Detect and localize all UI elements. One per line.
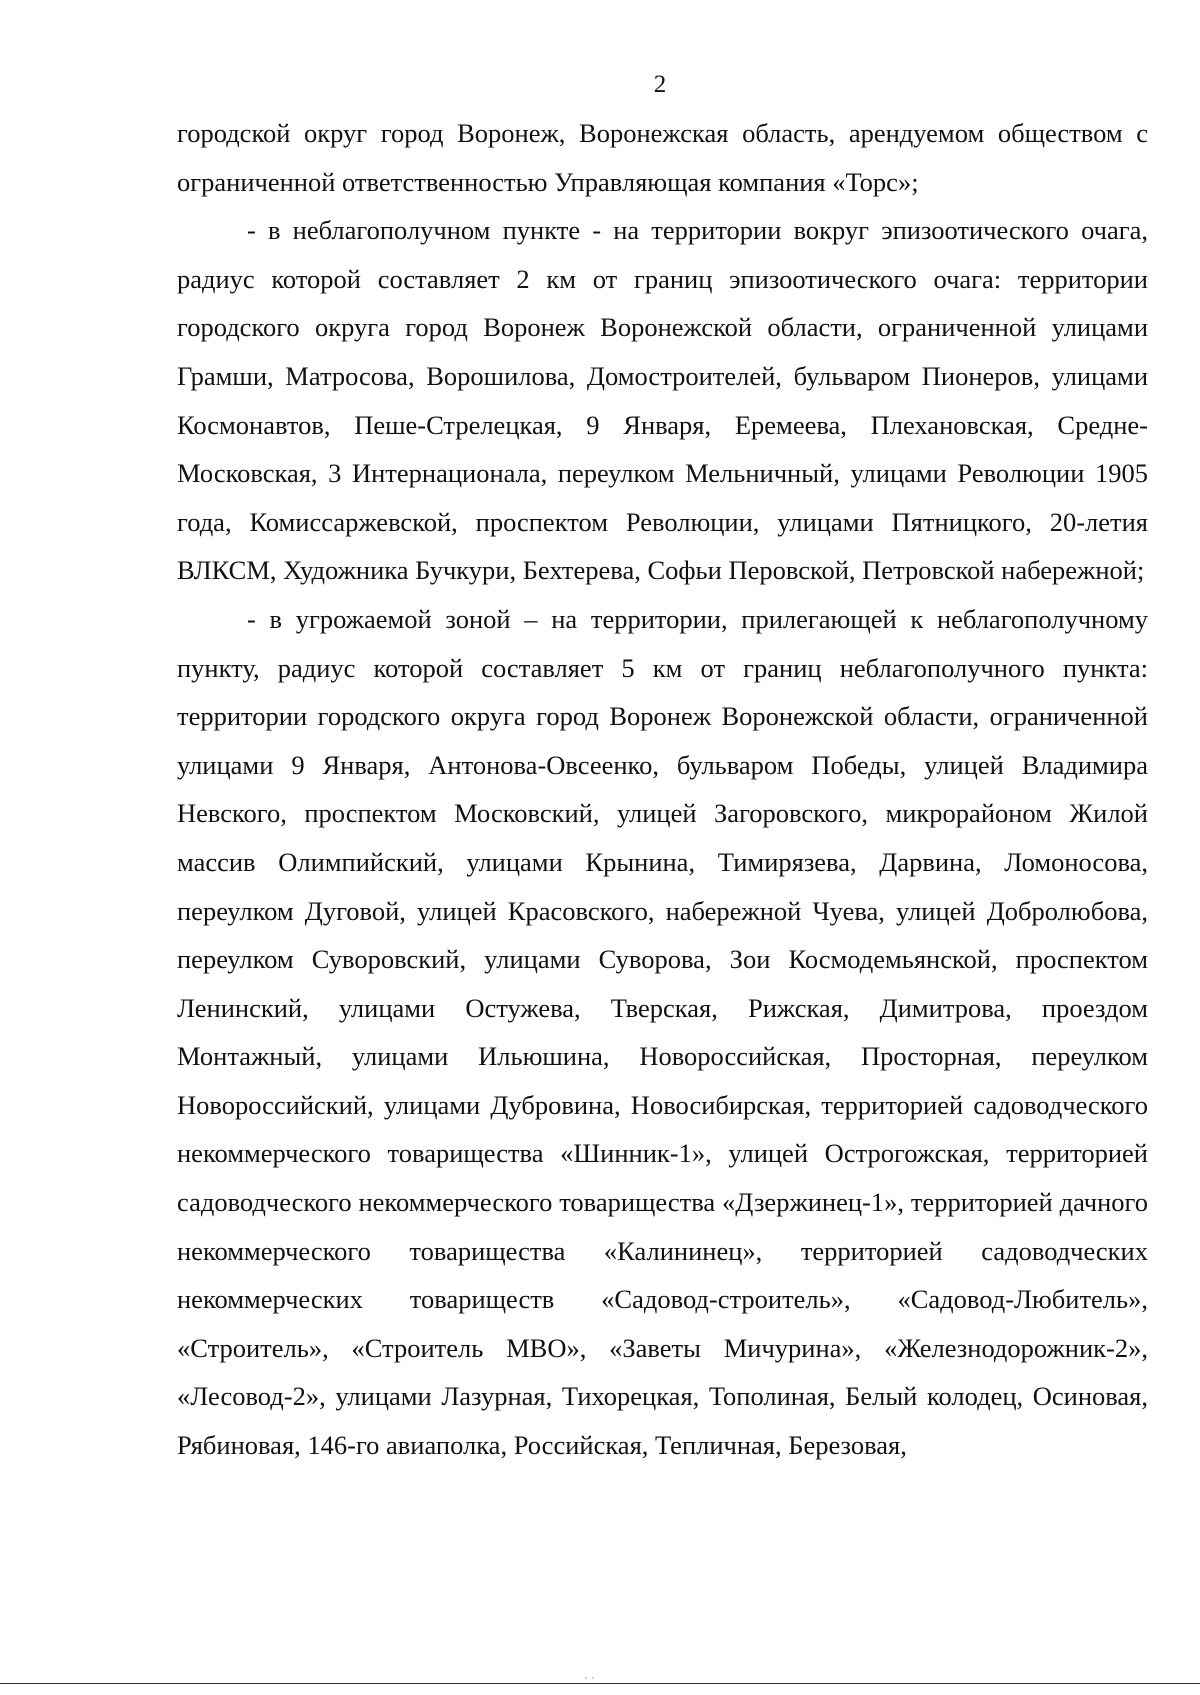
paragraph-threatened-zone: - в угрожаемой зоной – на территории, прилегающей к неблагополучному пункту, радиус которой составляет 5 км от границ неблагополучного пункта: территории городского округа город Воронеж Воронежской области, ограниченной улицами 9 Января, Антонова-Овсеенко, бульваром Победы, улицей Владимира Невского, проспектом Московский, улицей Загоровского, микрорайоном Жилой массив Олимпийский, улицами Крынина, Тимирязева, Дарвина, Ломоносова, переулком Дуговой, улицей Красовского, набережной Чуева, улицей Добролюбова, переулком Суворовский, улицами Суворова, Зои Космодемьянской, проспектом Ленинский, улицами Остужева, Тверская, Рижская, Димитрова, проездом Монтажный, улицами Ильюшина, Новороссийская, Просторная, переулком Новороссийский, улицами Дубровина, Новосибирская, территорией садоводческого некоммерческого товарищества «Шинник-1», улицей Острогожская, территорией садоводческого некоммерческого товарищества «Дзержинец-1», территорией дачного некоммерческого товарищества «Калининец», территорией садоводческих некоммерческих товариществ «Садовод-строитель», «Садовод-Любитель», «Строитель», «Строитель МВО», «Заветы Мичурина», «Железнодорожник-2», «Лесовод-2», улицами Лазурная, Тихорецкая, Тополиная, Белый колодец, Осиновая, Рябиновая, 146-го авиаполка, Российская, Тепличная, Березовая,	[177, 603, 1148, 1461]
paragraph-continuation: городской округ город Воронеж, Воронежская область, арендуемом обществом с ограниченной ответственностью Управляющая компания «Торс»;	[177, 118, 1148, 197]
page-number: 2	[653, 71, 667, 98]
scan-artifact-mark: ˙ ˙	[584, 1674, 595, 1688]
paragraph-affected-point: - в неблагополучном пункте - на территории вокруг эпизоотического очага, радиус которой составляет 2 км от границ эпизоотического очага: территории городского округа город Воронеж Воронежской области, ограниченной улицами Грамши, Матросова, Ворошилова, Домостроителей, бульваром Пионеров, улицами Космонавтов, Пеше-Стрелецкая, 9 Января, Еремеева, Плехановская, Средне-Московская, 3 Интернационала, переулком Мельничный, улицами Революции 1905 года, Комиссаржевской, проспектом Революции, улицами Пятницкого, 20-летия ВЛКСМ, Художника Бучкури, Бехтерева, Софьи Перовской, Петровской набережной;	[177, 215, 1148, 586]
page-bottom-rule	[0, 1683, 1200, 1684]
document-body	[177, 109, 1148, 1470]
